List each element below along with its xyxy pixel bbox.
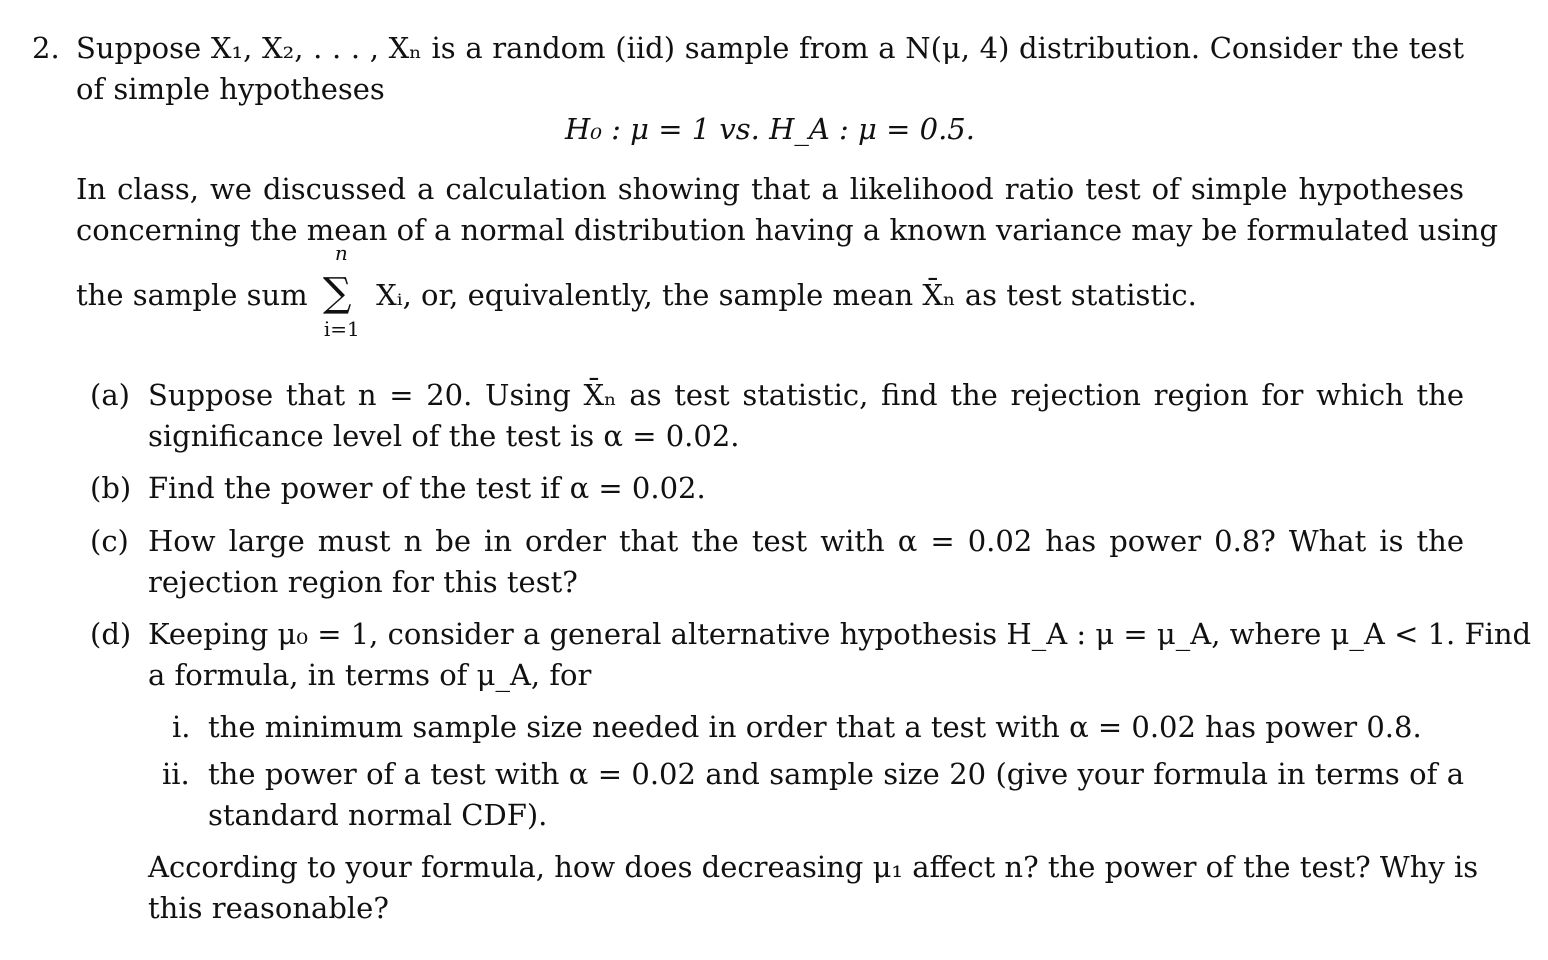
final-question-line-2: this reasonable?	[148, 891, 389, 925]
intro-line-1: Suppose X₁, X₂, . . . , Xₙ is a random (iid) sample from a N(μ, 4) distribution. Consider the test	[76, 31, 1464, 65]
summation-symbol	[317, 241, 367, 341]
hypotheses-display: H₀ : μ = 1 vs. H_A : μ = 0.5.	[565, 112, 975, 146]
part-d-i-label: i.	[172, 710, 191, 744]
paragraph-line-2: concerning the mean of a normal distribution having a known variance may be formulated using	[76, 213, 1499, 247]
part-b-line-1: Find the power of the test if α = 0.02.	[148, 471, 706, 505]
paragraph-line-3	[76, 241, 1197, 341]
part-d-ii-line-1: the power of a test with α = 0.02 and sample size 20 (give your formula in terms of a	[208, 757, 1464, 791]
part-d-ii-label: ii.	[162, 757, 190, 791]
intro-line-2: of simple hypotheses	[76, 72, 385, 106]
part-a-line-2: significance level of the test is α = 0.02.	[148, 419, 740, 453]
summation-upper-limit: n	[334, 241, 348, 265]
part-d-i-line-1: the minimum sample size needed in order that a test with α = 0.02 has power 0.8.	[208, 710, 1422, 744]
part-a-line-1: Suppose that n = 20. Using X̄ₙ as test statistic, find the rejection region for which the	[148, 378, 1464, 412]
part-d-label: (d)	[90, 617, 132, 651]
summation-lower-limit: i=1	[323, 317, 360, 341]
part-c-label: (c)	[90, 524, 129, 558]
sigma-glyph: ∑	[322, 270, 352, 316]
part-b-label: (b)	[90, 471, 132, 505]
part-d-line-2: a formula, in terms of μ_A, for	[148, 658, 592, 692]
part-c-line-1: How large must n be in order that the test with α = 0.02 has power 0.8? What is the	[148, 524, 1464, 558]
sample-mean-text: Xᵢ, or, equivalently, the sample mean X̄ₙ as test statistic.	[376, 278, 1197, 312]
part-d-line-1: Keeping μ₀ = 1, consider a general alternative hypothesis H_A : μ = μ_A, where μ_A < 1. Find	[148, 617, 1532, 651]
sample-sum-text: the sample sum	[76, 278, 308, 312]
final-question-line-1: According to your formula, how does decreasing μ₁ affect n? the power of the test? Why is	[148, 850, 1479, 884]
paragraph-line-1: In class, we discussed a calculation showing that a likelihood ratio test of simple hypotheses	[76, 172, 1464, 206]
part-a-label: (a)	[90, 378, 130, 412]
part-d-ii-line-2: standard normal CDF).	[208, 798, 548, 832]
part-c-line-2: rejection region for this test?	[148, 565, 578, 599]
problem-number: 2.	[32, 31, 60, 65]
